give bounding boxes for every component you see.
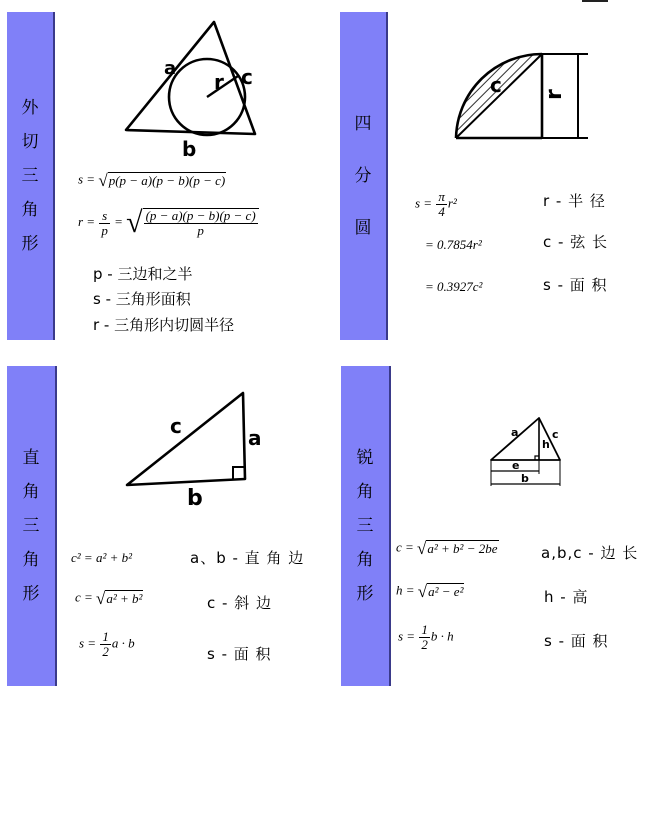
acute-triangle-figure xyxy=(485,410,575,490)
sidebar-char: 圆 xyxy=(354,218,372,238)
legend-r: r - 半 径 xyxy=(543,192,606,210)
sidebar-acute-triangle xyxy=(341,366,391,686)
label-e: e xyxy=(512,459,520,472)
sidebar-char: 四 xyxy=(354,114,372,134)
label-c: c xyxy=(241,65,253,89)
radical: √ $\frac{(p - a)(p - b)(p - c)}{p}$ xyxy=(126,208,259,238)
radical: √p(p − a)(p − b)(p − c) xyxy=(98,171,226,190)
label-b: b xyxy=(187,486,203,511)
label-c: c xyxy=(490,73,502,97)
sidebar-circumscribed-triangle xyxy=(7,12,55,340)
denominator: p xyxy=(101,222,108,238)
label-a: a xyxy=(511,426,519,439)
radical: √a² − e² xyxy=(417,582,464,601)
sidebar-char: 角 xyxy=(22,482,40,502)
sidebar-char: 形 xyxy=(356,584,374,604)
label-r: r xyxy=(542,89,567,100)
radical: √a² + b² − 2be xyxy=(417,539,498,558)
formula-acute-area xyxy=(398,623,454,652)
sidebar-char: 角 xyxy=(22,550,40,570)
formula-area-heron xyxy=(78,172,226,189)
sidebar-char: 三 xyxy=(356,516,374,536)
sidebar-char: 分 xyxy=(354,166,372,186)
fraction xyxy=(436,190,447,219)
formula-hypotenuse xyxy=(75,590,143,607)
label-r: r xyxy=(214,70,224,94)
sidebar-char: 三 xyxy=(22,516,40,536)
sidebar-right-triangle xyxy=(7,366,57,686)
formula-tail: a · b xyxy=(111,635,135,651)
formula-quarter-c: = 0.3927c² xyxy=(425,279,483,294)
formula-lhs: s = xyxy=(415,195,436,211)
fraction xyxy=(100,630,111,659)
quarter-circle-figure xyxy=(448,40,598,150)
numerator: π xyxy=(438,189,445,204)
note-p: p - 三边和之半 xyxy=(93,265,193,283)
radicand: a² − e² xyxy=(428,584,464,599)
sidebar-char: 角 xyxy=(21,200,39,220)
formula-lhs: r = xyxy=(78,213,99,229)
label-b: b xyxy=(521,472,529,485)
numerator: s xyxy=(99,209,110,224)
sidebar-char: 三 xyxy=(21,166,39,186)
formula-inradius xyxy=(78,208,259,238)
radicand: p(p − a)(p − b)(p − c) xyxy=(108,173,226,188)
sidebar-quarter-circle xyxy=(340,12,388,340)
formula-lhs: c = xyxy=(396,539,418,555)
numerator: (p − a)(p − b)(p − c) xyxy=(145,208,256,223)
note-s: s - 三角形面积 xyxy=(93,290,191,308)
legend-height: h - 高 xyxy=(544,588,589,606)
right-angle-marker xyxy=(233,467,245,479)
denominator: 2 xyxy=(421,637,428,652)
fraction xyxy=(419,623,430,652)
formula-tail: r² xyxy=(447,195,457,211)
sidebar-char: 形 xyxy=(21,234,39,254)
formula-lhs: h = xyxy=(396,582,418,598)
equals: = xyxy=(110,213,127,229)
incircle-triangle-figure xyxy=(110,14,280,164)
legend-area: s - 面 积 xyxy=(544,632,609,650)
sidebar-char: 角 xyxy=(356,482,374,502)
label-c: c xyxy=(170,414,182,438)
label-h: h xyxy=(542,438,550,451)
numerator: 1 xyxy=(102,629,109,644)
formula-tail: b · h xyxy=(430,628,454,644)
formula-pythagoras: c² = a² + b² xyxy=(71,550,133,565)
numerator: 1 xyxy=(421,622,428,637)
sidebar-char: 外 xyxy=(21,98,39,118)
legend-area: s - 面 积 xyxy=(207,645,272,663)
sidebar-char: 形 xyxy=(22,584,40,604)
formula-lhs: s = xyxy=(398,628,419,644)
radical: √a² + b² xyxy=(96,589,143,608)
denominator: 4 xyxy=(438,204,445,219)
sidebar-char: 锐 xyxy=(356,448,374,468)
legend-legs: a、b - 直 角 边 xyxy=(190,549,305,567)
formula-quarter-r: = 0.7854r² xyxy=(425,237,482,252)
label-c: c xyxy=(552,428,559,441)
formula-quarter-area xyxy=(415,190,457,219)
label-b: b xyxy=(182,137,197,161)
sidebar-char: 切 xyxy=(21,132,39,152)
triangle-outline xyxy=(127,393,245,485)
formula-right-area xyxy=(79,630,135,659)
radicand: a² + b² xyxy=(106,591,143,606)
sidebar-char: 角 xyxy=(356,550,374,570)
sidebar-char: 直 xyxy=(22,448,40,468)
formula-height xyxy=(396,583,464,600)
radicand-fraction xyxy=(143,208,259,238)
formula-cosine-law xyxy=(396,540,499,557)
label-a: a xyxy=(164,58,177,79)
denominator: 2 xyxy=(102,644,109,659)
denominator: p xyxy=(197,223,204,238)
formula-lhs: c = xyxy=(75,589,97,605)
label-a: a xyxy=(248,426,262,450)
radicand: a² + b² − 2be xyxy=(427,541,498,556)
legend-hypotenuse: c - 斜 边 xyxy=(207,594,272,612)
legend-s: s - 面 积 xyxy=(543,276,608,294)
note-r: r - 三角形内切圆半径 xyxy=(93,316,235,334)
formula-lhs: s = xyxy=(79,635,100,651)
fraction xyxy=(99,209,110,238)
formula-lhs: s = xyxy=(78,171,99,187)
top-rule xyxy=(582,0,608,2)
right-triangle-figure xyxy=(115,385,275,515)
legend-c: c - 弦 长 xyxy=(543,233,608,251)
legend-sides: a,b,c - 边 长 xyxy=(541,544,639,562)
